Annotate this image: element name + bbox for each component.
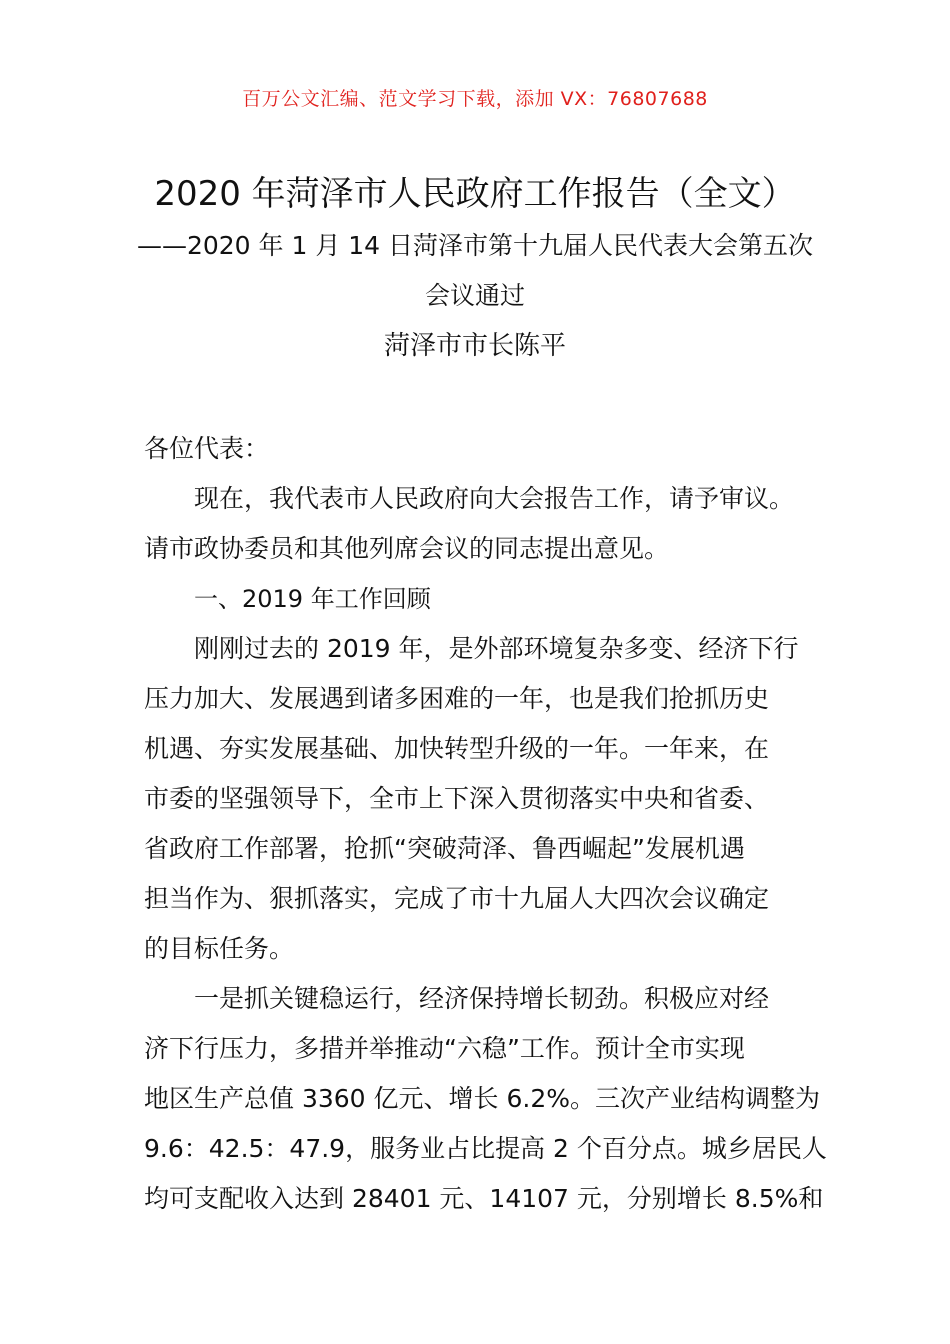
paragraph-line: 机遇、夯实发展基础、加快转型升级的一年。一年来，在 — [144, 734, 770, 763]
report-body — [144, 424, 827, 1224]
subtitle-line-1: ——2020 年 1 月 14 日菏泽市第十九届人民代表大会第五次 — [136, 231, 814, 260]
paragraph-line: 担当作为、狠抓落实，完成了市十九届人大四次会议确定 — [144, 884, 770, 913]
paragraph-line: 地区生产总值 3360 亿元、增长 6.2%。三次产业结构调整为 — [144, 1084, 820, 1113]
paragraph-line: 省政府工作部署，抢抓“突破菏泽、鲁西崛起”发展机遇 — [144, 834, 745, 863]
paragraph-line: 现在，我代表市人民政府向大会报告工作，请予审议。 — [194, 484, 795, 513]
author-line: 菏泽市市长陈平 — [383, 331, 566, 361]
paragraph-line: 济下行压力，多措并举推动“六稳”工作。预计全市实现 — [144, 1034, 745, 1063]
subtitle-line-2: 会议通过 — [424, 281, 525, 310]
paragraph-line: 市委的坚强领导下，全市上下深入贯彻落实中央和省委、 — [144, 784, 770, 813]
paragraph-line: 刚刚过去的 2019 年，是外部环境复杂多变、经济下行 — [194, 634, 799, 663]
paragraph-line: 一是抓关键稳运行，经济保持增长韧劲。积极应对经 — [194, 984, 770, 1013]
salutation: 各位代表： — [144, 434, 270, 463]
paragraph-line: 均可支配收入达到 28401 元、14107 元，分别增长 8.5%和 — [144, 1184, 824, 1213]
header-banner: 百万公文汇编、范文学习下载，添加 VX：76807688 — [242, 88, 708, 110]
paragraph-line: 压力加大、发展遇到诸多困难的一年，也是我们抢抓历史 — [144, 684, 770, 713]
paragraph-line: 请市政协委员和其他列席会议的同志提出意见。 — [144, 534, 670, 563]
paragraph-line: 的目标任务。 — [144, 934, 295, 963]
document-title: 2020 年菏泽市人民政府工作报告（全文） — [154, 174, 796, 214]
paragraph-line: 9.6：42.5：47.9，服务业占比提高 2 个百分点。城乡居民人 — [144, 1134, 827, 1163]
section-heading: 一、2019 年工作回顾 — [194, 585, 431, 613]
